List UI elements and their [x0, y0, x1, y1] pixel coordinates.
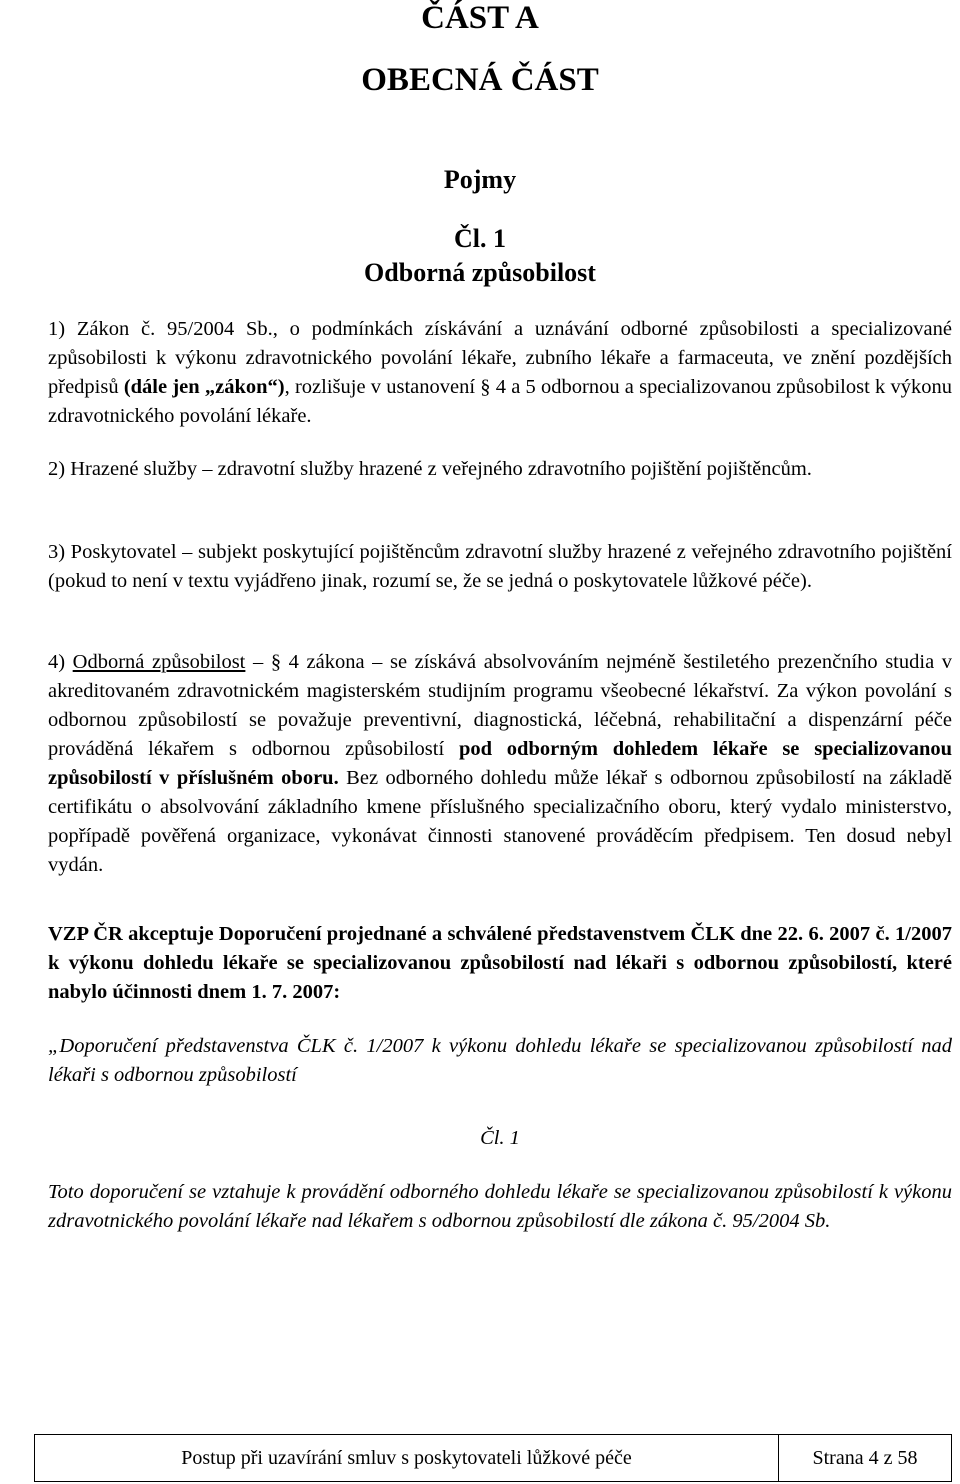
footer-title: Postup při uzavírání smluv s poskytovateli lůžkové péče — [35, 1435, 779, 1481]
recommendation-title: „Doporučení představenstva ČLK č. 1/2007 k výkonu dohledu lékaře se specializovanou způsobilostí nad lékaři s odbornou způsobilostí — [48, 1035, 952, 1086]
paragraph-4-text-a: – § 4 zákona – se získává absolvováním nejméně šestiletého prezenčního studia v akreditovaném zdravotnickém magisterském studijním programu všeobecné lékařství. Za výkon povolání s odbornou způsobilostí se považuje preventivní, diagnostická, léčebná, rehabilitační a dispenzární péče prováděná lékařem s odbornou způsobilostí — [48, 651, 953, 760]
part-heading: ČÁST A — [421, 0, 539, 36]
paragraph-1 — [48, 315, 952, 431]
footer-page-number: Strana 4 z 58 — [812, 1446, 918, 1469]
paragraph-1-defined-term: (dále jen „zákon“) — [123, 376, 285, 398]
section-heading: Pojmy — [443, 165, 517, 194]
paragraph-4-term: Odborná způsobilost — [72, 651, 246, 673]
article-number: Čl. 1 — [454, 224, 506, 253]
paragraph-1-text-a: 1) Zákon č. 95/2004 Sb., o podmínkách získávání a uznávání odborné způsobilosti a specializované způsobilosti k výkonu zdravotnického povolání lékaře, zubního lékaře a farmaceuta, ve znění pozdějších předpisů — [48, 318, 952, 398]
recommendation-text: Toto doporučení se vztahuje k provádění odborného dohledu lékaře se specializovanou způsobilostí k výkonu zdravotnického povolání lékaře nad lékařem s odbornou způsobilostí dle zákona č. 95/2004 Sb. — [48, 1181, 952, 1232]
paragraph-2: 2) Hrazené služby – zdravotní služby hrazené z veřejného zdravotního pojištění pojištěncům. — [48, 458, 812, 480]
paragraph-4-text-c: Bez odborného dohledu může lékař s odbornou způsobilostí na základě certifikátu o absolvování základního kmene příslušného specializačního oboru, který vydalo ministerstvo, popřípadě pověřená organizace, vykonávat činnosti stanovené prováděcím předpisem. Ten dosud nebyl vydán. — [48, 767, 952, 876]
paragraph-4-bold: pod odborným dohledem lékaře se specializovanou způsobilostí v příslušném oboru. — [48, 738, 953, 789]
paragraph-4 — [48, 648, 952, 880]
part-title: OBECNÁ ČÁST — [361, 62, 599, 98]
paragraph-vzp-acceptance: VZP ČR akceptuje Doporučení projednané a schválené představenstvem ČLK dne 22. 6. 2007 č. 1/2007 k výkonu dohledu lékaře se specializovanou způsobilostí nad lékaři s odbornou způsobilostí, které nabylo účinnosti dnem 1. 7. 2007: — [48, 923, 952, 1003]
paragraph-3: 3) Poskytovatel – subjekt poskytující pojištěncům zdravotní služby hrazené z veřejného zdravotního pojištění (pokud to není v textu vyjádřeno jinak, rozumí se, že se jedná o poskytovatele lůžkové péče). — [48, 541, 952, 592]
article-title: Odborná způsobilost — [364, 258, 596, 287]
paragraph-1-text-c: , rozlišuje v ustanovení § 4 a 5 odbornou a specializovanou způsobilost k výkonu zdravotnického povolání lékaře. — [48, 376, 952, 427]
recommendation-article: Čl. 1 — [480, 1127, 520, 1149]
paragraph-4-number: 4) — [48, 651, 73, 673]
page-footer — [34, 1434, 952, 1482]
